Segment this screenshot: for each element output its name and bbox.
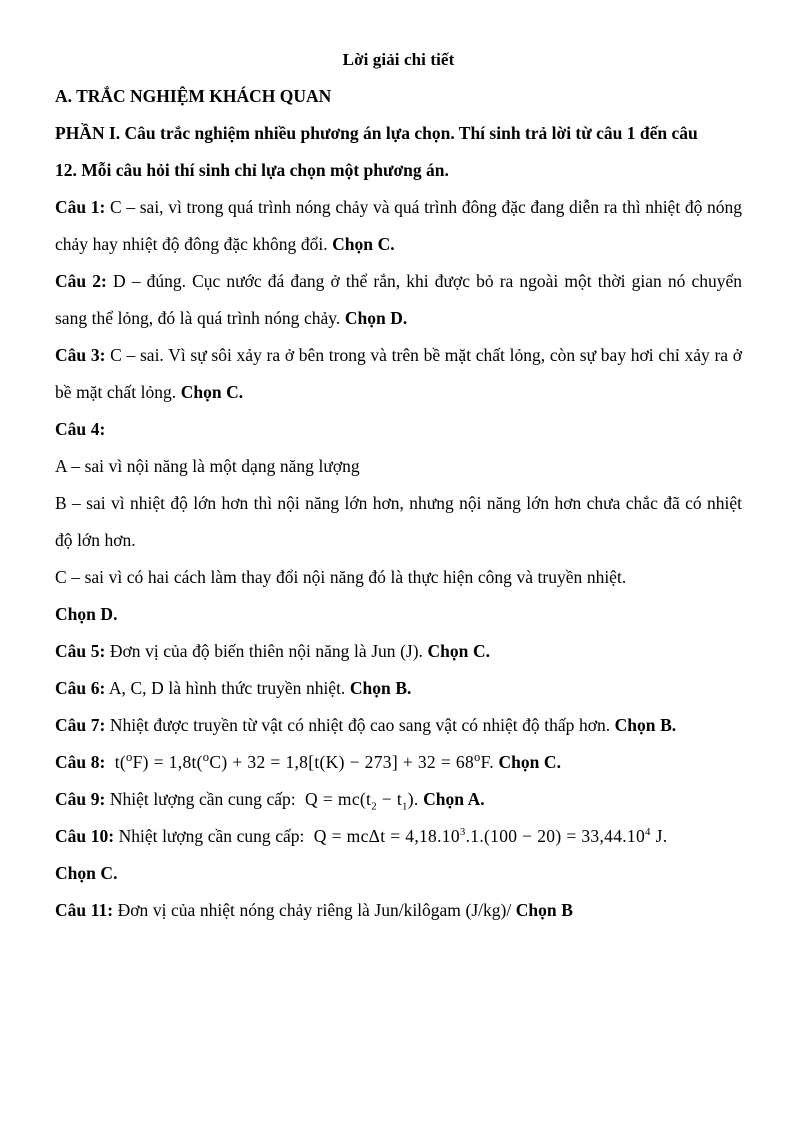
answer-q6 [55, 670, 742, 707]
q10-f-unit: J. [650, 826, 668, 846]
q10-exponent-3: 3 [459, 826, 466, 839]
answer-q1 [55, 189, 742, 263]
q9-f-period: . [413, 789, 419, 809]
q8-f-tail: + 32 = 68 [397, 752, 474, 772]
answer-q4-option-c-text: C – sai vì có hai cách làm thay đổi nội năng đó là thực hiện công và truyền nhiệt. [55, 567, 627, 587]
answer-q4-option-c [55, 559, 742, 596]
q8-degree-symbol-c: o [202, 750, 210, 765]
q8-degree-symbol-f: o [126, 750, 133, 765]
q10-exponent-4: 4 [645, 826, 651, 839]
answer-q10-formula [309, 826, 668, 846]
q8-f-eq1: = 1,8t( [153, 752, 203, 772]
answer-q10 [55, 818, 742, 855]
q8-f-C: C) + 32 = 1,8 [209, 752, 309, 772]
answer-q2 [55, 263, 742, 337]
q10-delta-symbol: Δ [368, 826, 381, 846]
q10-f-p2: t = 4,18.10 [380, 826, 460, 846]
answer-q11-body: Đơn vị của nhiệt nóng chảy riêng là Jun/kilôgam (J/kg)/ [117, 900, 512, 920]
answer-q4-choice: Chọn D. [55, 604, 118, 624]
answer-q4-label-row [55, 411, 742, 448]
answer-q7-body: Nhiệt được truyền từ vật có nhiệt độ cao sang vật có nhiệt độ thấp hơn. [109, 715, 611, 735]
answer-q8 [55, 744, 742, 781]
q10-f-p1: Q = mc [313, 826, 369, 846]
answer-q11-choice: Chọn B [515, 900, 573, 920]
answer-q4-option-b [55, 485, 742, 559]
answer-q9-choice: Chọn A. [423, 789, 485, 809]
answer-q10-choice: Chọn C. [55, 863, 118, 883]
q8-f-unit: F. [480, 752, 494, 772]
page-title: Lời giải chi tiết [342, 50, 455, 69]
answer-q8-label: Câu 8: [55, 752, 106, 772]
answer-q1-body: C – sai, vì trong quá trình nóng chảy và quá trình đông đặc đang diễn ra thì nhiệt độ nóng chảy hay nhiệt độ đông đặc không đổi. [55, 197, 742, 254]
answer-q7-choice: Chọn B. [614, 715, 677, 735]
answer-q9-formula [300, 789, 419, 813]
answer-q8-choice: Chọn C. [498, 752, 561, 772]
part-one-instructions [55, 115, 742, 189]
answer-q5 [55, 633, 742, 670]
answer-q4-option-b-text: B – sai vì nhiệt độ lớn hơn thì nội năng lớn hơn, nhưng nội năng lớn hơn chưa chắc đã có nhiệt độ lớn hơn. [55, 493, 742, 550]
answer-q9-body: Nhiệt lượng cần cung cấp: [109, 789, 296, 809]
answer-q9 [55, 781, 742, 818]
answer-q4-choice-row [55, 596, 742, 633]
answer-q2-choice: Chọn D. [344, 308, 408, 328]
q9-f-t: t [366, 789, 372, 809]
q9-subscript-1: 1 [402, 800, 408, 813]
q8-bracket-close: ] [391, 752, 398, 772]
q8-f-F: F) [132, 752, 154, 772]
answer-q8-formula [110, 752, 494, 772]
answer-q10-choice-row [55, 855, 742, 892]
answer-q10-body: Nhiệt lượng cần cung cấp: [118, 826, 305, 846]
answer-q5-body: Đơn vị của độ biến thiên nội năng là Jun (J). [109, 641, 423, 661]
answer-q11 [55, 892, 742, 929]
answer-q9-label: Câu 9: [55, 789, 106, 809]
answer-q3-label: Câu 3: [55, 345, 106, 365]
answer-q3-body: C – sai. Vì sự sôi xảy ra ở bên trong và trên bề mặt chất lỏng, còn sự bay hơi chỉ xảy ra ở bề mặt chất lỏng. [55, 345, 742, 402]
section-heading-a: A. TRẮC NGHIỆM KHÁCH QUAN [55, 86, 332, 106]
answer-q3-choice: Chọn C. [180, 382, 244, 402]
answer-q1-label: Câu 1: [55, 197, 106, 217]
answer-q7-label: Câu 7: [55, 715, 106, 735]
answer-q1-choice: Chọn C. [332, 234, 395, 254]
answer-q5-choice: Chọn C. [427, 641, 490, 661]
q8-f-t: t( [114, 752, 127, 772]
q9-f-lhs: Q = mc [305, 789, 360, 809]
q9-paren-close: ) [407, 789, 414, 809]
q9-subscript-2: 2 [371, 800, 377, 813]
q8-bracket-open: [ [308, 752, 315, 772]
answer-q3 [55, 337, 742, 411]
answer-q6-label: Câu 6: [55, 678, 106, 698]
answer-q11-label: Câu 11: [55, 900, 114, 920]
answer-q5-label: Câu 5: [55, 641, 106, 661]
q9-f-minus: − t [376, 789, 403, 809]
q9-paren-open: ( [359, 789, 367, 809]
answer-q6-choice: Chọn B. [349, 678, 412, 698]
part-one-line-1: PHẦN I. Câu trắc nghiệm nhiều phương án lựa chọn. Thí sinh trả lời từ câu 1 đến câu [55, 123, 698, 143]
answer-q10-label: Câu 10: [55, 826, 115, 846]
q8-degree-symbol-f2: o [474, 750, 481, 765]
answer-q4-label: Câu 4: [55, 419, 106, 439]
answer-q4-option-a [55, 448, 742, 485]
q8-f-tk: t(K) − 273 [314, 752, 392, 772]
answer-q2-label: Câu 2: [55, 271, 107, 291]
answer-q6-body: A, C, D là hình thức truyền nhiệt. [108, 678, 346, 698]
q10-f-p3: .1.(100 − 20) = 33,44.10 [465, 826, 646, 846]
answer-q7 [55, 707, 742, 744]
answer-q2-body: D – đúng. Cục nước đá đang ở thể rắn, khi được bỏ ra ngoài một thời gian nó chuyển sang thể lỏng, đó là quá trình nóng chảy. [55, 271, 743, 328]
answer-q4-option-a-text: A – sai vì nội năng là một dạng năng lượng [55, 456, 360, 476]
part-one-line-2: 12. Mỗi câu hỏi thí sinh chỉ lựa chọn một phương án. [55, 160, 449, 180]
